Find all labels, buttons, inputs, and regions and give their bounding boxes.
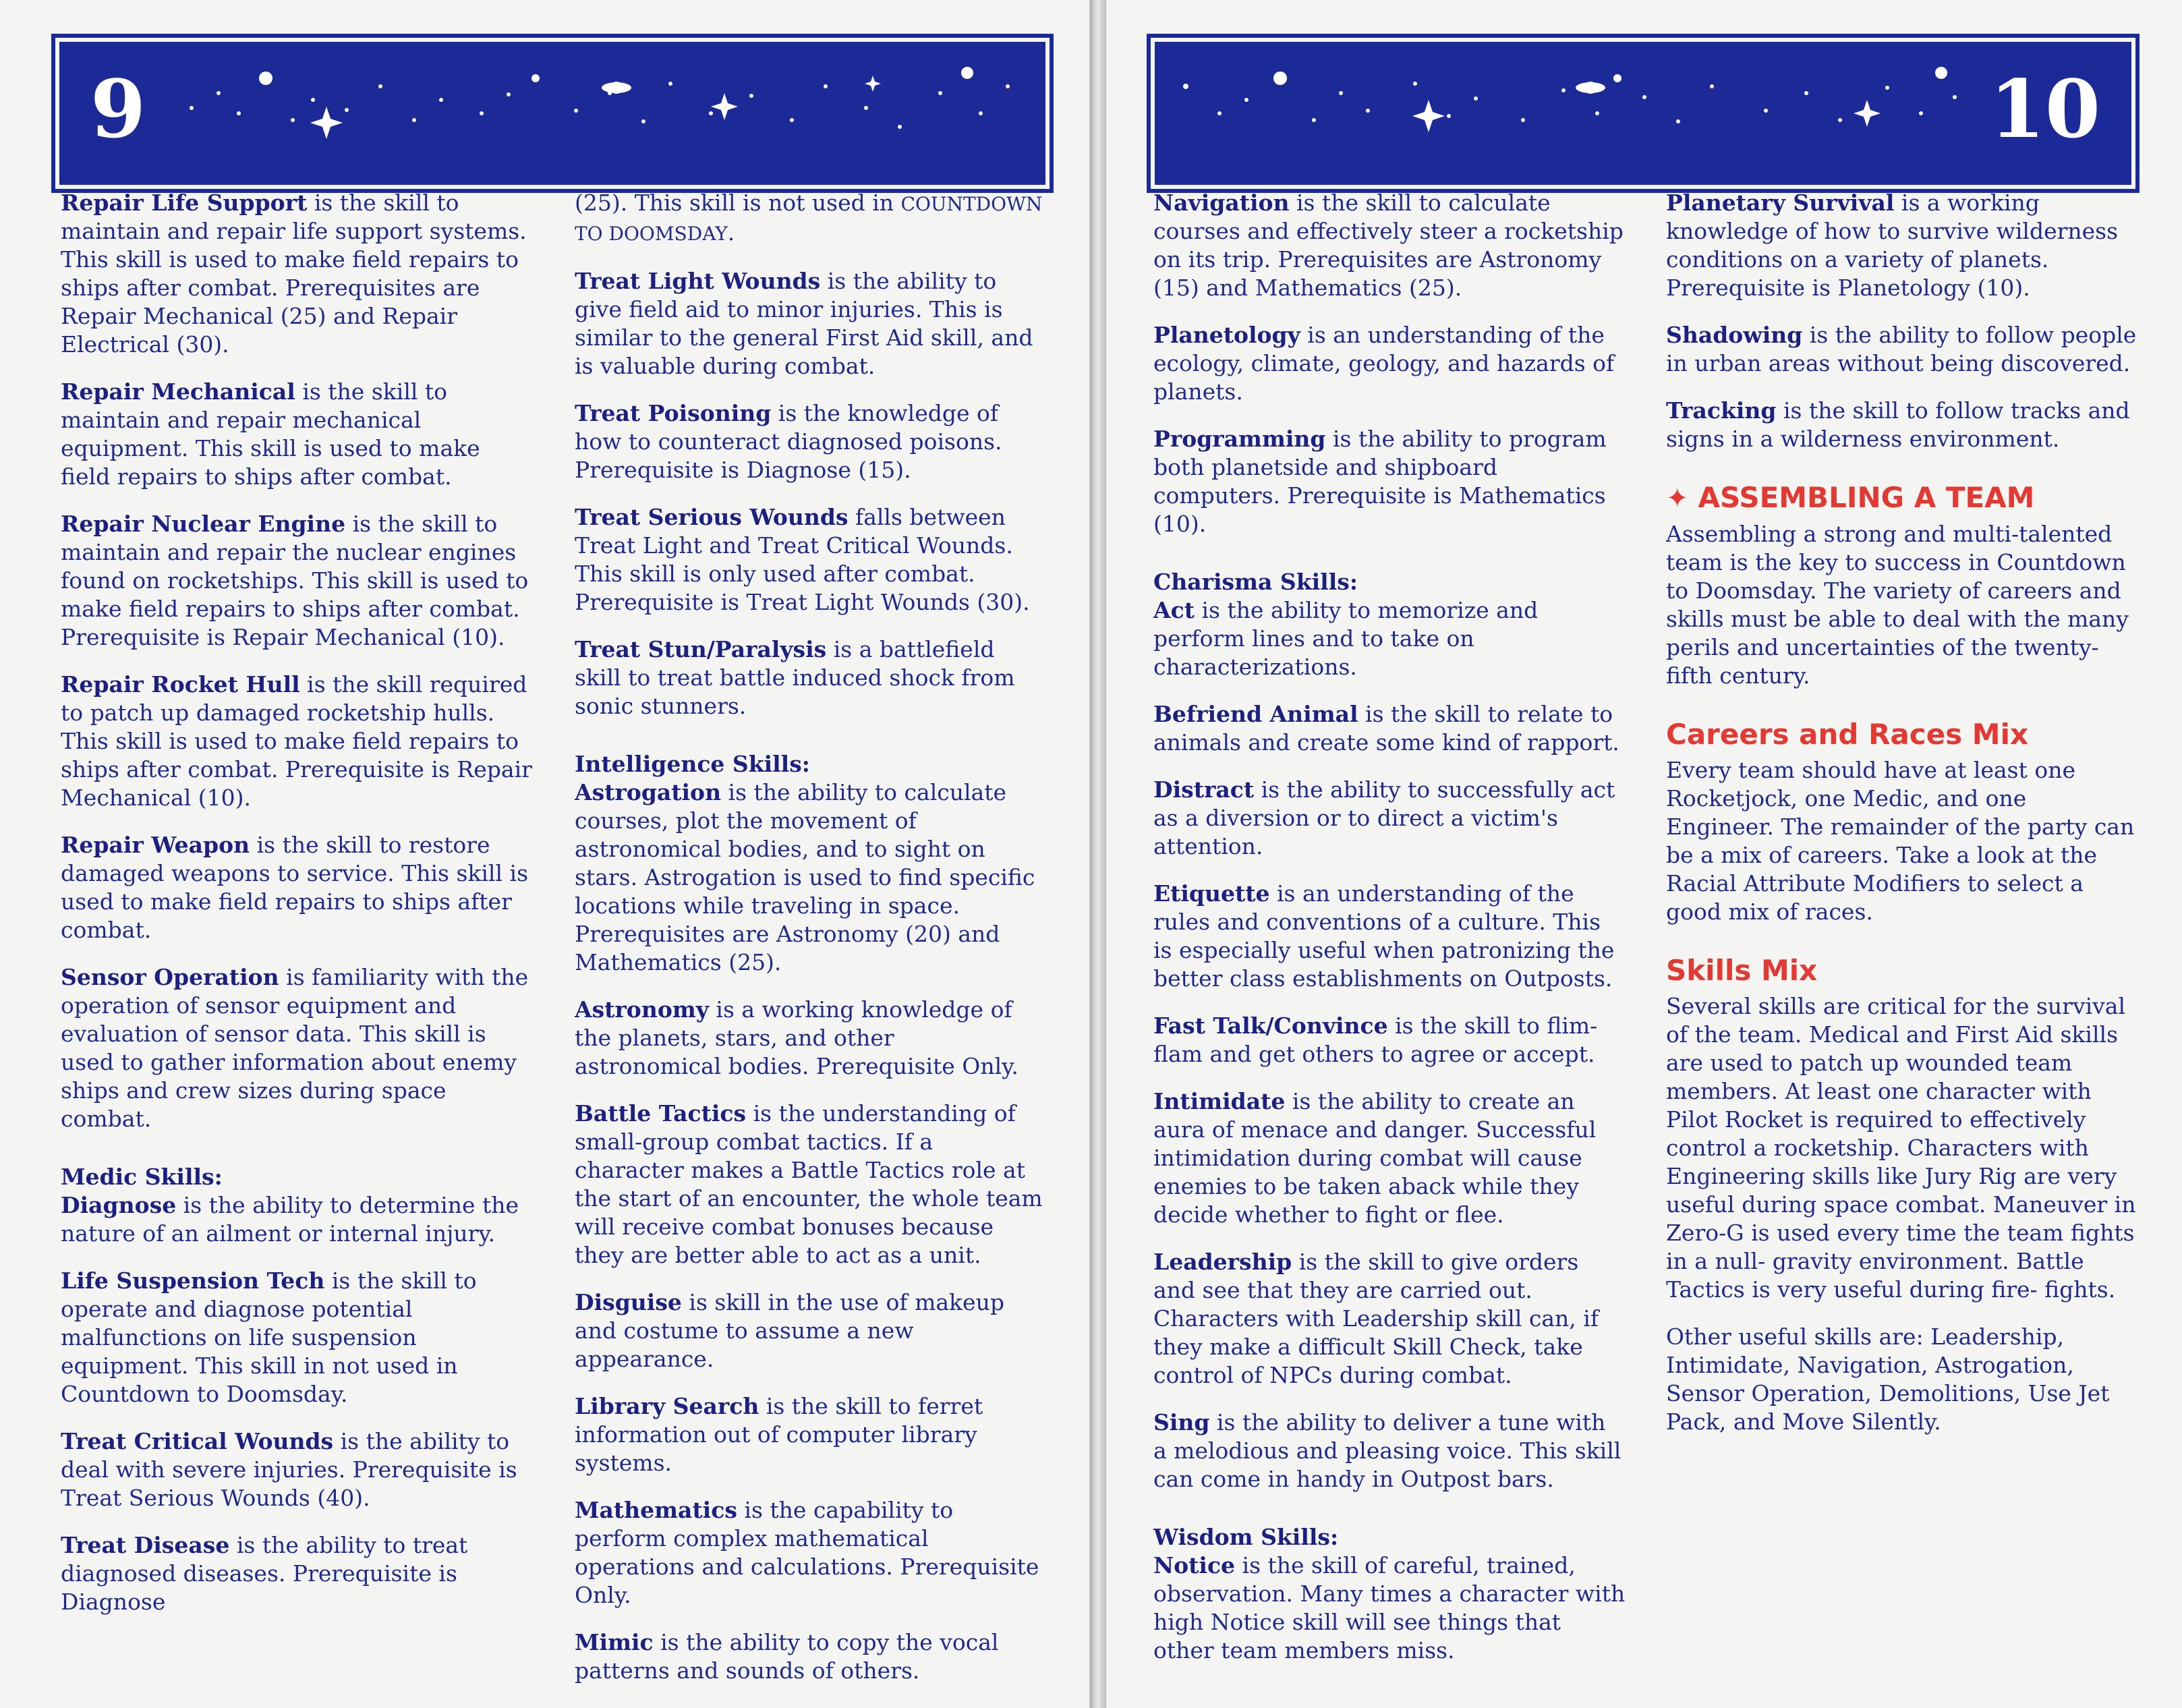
- skill-entry: [1153, 321, 1626, 406]
- skill-entry: [1153, 700, 1626, 757]
- medic-skills-list: [61, 1191, 533, 1616]
- skill-term: Planetary Survival: [1666, 190, 1895, 216]
- skill-description: is the ability to program both planetside and shipboard computers. Prerequisite is Mathematics (10).: [1153, 426, 1607, 537]
- charisma-skills-heading: Charisma Skills:: [1153, 569, 1358, 595]
- skill-description: is the skill to maintain and repair the nuclear engines found on rocketships. This skill is used to make field repairs to ships after combat. Prerequisite is Repair Mechanical (10).: [61, 511, 529, 650]
- wisdom-skills-list: [1153, 1552, 1626, 1665]
- page-number: 10: [1989, 62, 2100, 156]
- red-star-icon: ✦: [1666, 483, 1698, 514]
- medic-skills-heading: Medic Skills:: [61, 1164, 223, 1190]
- skill-description: is the skill to follow tracks and signs in a wilderness environment.: [1666, 397, 2130, 452]
- skill-description: is the ability to deliver a tune with a melodious and pleasing voice. This skill can come in handy in Outpost bars.: [1153, 1409, 1621, 1492]
- charisma-skills-list: [1153, 596, 1626, 1493]
- skill-entry: [575, 1100, 1047, 1270]
- skill-entry: [61, 671, 533, 812]
- column-4: [1666, 189, 2138, 1455]
- skill-term: Befriend Animal: [1153, 701, 1358, 727]
- continued-text: [575, 189, 1047, 248]
- skill-description: is the capability to perform complex mathematical operations and calculations. Prerequisite Only.: [575, 1497, 1039, 1608]
- skill-term: Sing: [1153, 1409, 1210, 1435]
- skill-entry: [575, 1496, 1047, 1610]
- careers-races-heading: Careers and Races Mix: [1666, 718, 2029, 751]
- skill-description: is the skill to calculate courses and effectively steer a rocketship on its trip. Prerequisites are Astronomy (15) and Mathematics (25).: [1153, 190, 1624, 301]
- skill-entry: [61, 1427, 533, 1512]
- skill-description: is the ability to create an aura of menace and danger. Successful intimidation during combat will cause enemies to be taken aback while they decide whether to fight or flee.: [1153, 1088, 1597, 1228]
- skill-term: Mimic: [575, 1629, 654, 1655]
- skill-term: Repair Rocket Hull: [61, 671, 300, 698]
- skill-term: Notice: [1153, 1552, 1236, 1578]
- assembling-team-text: Assembling a strong and multi-talented team is the key to success in Countdown to Doomsday. The variety of careers and skills must be able to deal with the many perils and uncertainties of the twenty-fifth century.: [1666, 521, 2129, 689]
- skill-term: Treat Light Wounds: [575, 268, 821, 294]
- star-field-decoration: [1159, 46, 2127, 181]
- skill-entry: [1153, 425, 1626, 538]
- skill-entry: [1153, 596, 1626, 681]
- skill-entry: [1666, 189, 2138, 302]
- wisdom-skills-heading: Wisdom Skills:: [1153, 1524, 1339, 1550]
- skill-entry: [1153, 776, 1626, 861]
- skill-description: is a working knowledge of how to survive wilderness conditions on a variety of planets. Prerequisite is Planetology (10).: [1666, 190, 2119, 301]
- skill-term: Repair Nuclear Engine: [61, 511, 346, 537]
- skill-description: is the skill to ferret information out of computer library systems.: [575, 1393, 983, 1476]
- skill-term: Intimidate: [1153, 1088, 1286, 1114]
- skill-term: Leadership: [1153, 1249, 1292, 1275]
- skill-description: is an understanding of the rules and conventions of a culture. This is especially useful when patronizing the better class establishments on Outposts.: [1153, 880, 1615, 992]
- skill-description: is the understanding of small-group combat tactics. If a character makes a Battle Tactics role at the start of an encounter, the whole team will receive combat bonuses because they are better able to act as a unit.: [575, 1100, 1043, 1268]
- skill-description: is the skill to operate and diagnose potential malfunctions on life suspension equipment. This skill in not used in Countdown to Doomsday.: [61, 1268, 477, 1407]
- skill-term: Navigation: [1153, 190, 1290, 216]
- other-skills-text: Other useful skills are: Leadership, Intimidate, Navigation, Astrogation, Sensor Operation, Demolitions, Use Jet Pack, and Move Silently.: [1666, 1323, 2110, 1435]
- skill-term: Battle Tactics: [575, 1100, 747, 1127]
- skill-description: is the ability to give field aid to minor injuries. This is similar to the general First Aid skill, and is valuable during combat.: [575, 268, 1033, 379]
- skill-term: Astrogation: [575, 779, 722, 805]
- skill-entry: [575, 1392, 1047, 1477]
- skill-term: Tracking: [1666, 397, 1777, 424]
- skill-description: is the skill to relate to animals and create some kind of rapport.: [1153, 701, 1619, 756]
- assembling-team-heading: [1666, 480, 2138, 516]
- skill-description: is the ability to copy the vocal patterns and sounds of others.: [575, 1629, 999, 1684]
- skill-entry: [61, 510, 533, 652]
- skill-entry: [61, 831, 533, 944]
- skill-entry: [575, 1628, 1047, 1685]
- skills-mix-heading: Skills Mix: [1666, 954, 1818, 987]
- skill-entry: [1666, 397, 2138, 453]
- star-field-decoration: [63, 46, 1041, 181]
- skill-entry: [1153, 189, 1626, 302]
- intelligence-skills-list: [575, 778, 1047, 1685]
- assembling-team-heading-text: ASSEMBLING A TEAM: [1698, 481, 2035, 514]
- skill-term: Act: [1153, 597, 1195, 623]
- skill-term: Fast Talk/Convince: [1153, 1013, 1388, 1039]
- skill-description: is the skill to flim-flam and get others to agree or accept.: [1153, 1013, 1598, 1067]
- skill-description: is the skill required to patch up damaged rocketship hulls. This skill is used to make field repairs to ships after combat. Prerequisite is Repair Mechanical (10).: [61, 671, 532, 811]
- skill-term: Diagnose: [61, 1192, 177, 1218]
- repair-skills-list: [61, 189, 533, 1133]
- skill-description: is the ability to determine the nature of an ailment or internal injury.: [61, 1192, 519, 1247]
- skill-term: Treat Serious Wounds: [575, 504, 849, 530]
- skill-term: Distract: [1153, 776, 1255, 803]
- continued-text-end: .: [727, 219, 735, 246]
- skill-description: is an understanding of the ecology, climate, geology, and hazards of planets.: [1153, 322, 1615, 405]
- skill-term: Treat Stun/Paralysis: [575, 636, 827, 662]
- skill-entry: [61, 1191, 533, 1248]
- skill-description: is a working knowledge of the planets, stars, and other astronomical bodies. Prerequisite Only.: [575, 996, 1018, 1079]
- skill-entry: [575, 778, 1047, 977]
- skill-term: Shadowing: [1666, 322, 1803, 348]
- skill-term: Treat Disease: [61, 1532, 230, 1558]
- skill-term: Disguise: [575, 1289, 682, 1315]
- skill-description: is the skill to maintain and repair life support systems. This skill is used to make field repairs to ships after combat. Prerequisites are Repair Mechanical (25) and Repair Electrical (30).: [61, 190, 527, 358]
- skill-entry: [1153, 1408, 1626, 1493]
- skill-entry: [1153, 1552, 1626, 1665]
- skill-description: falls between Treat Light and Treat Critical Wounds. This skill is only used after combat. Prerequisite is Treat Light Wounds (30).: [575, 504, 1030, 615]
- skill-entry: [575, 399, 1047, 484]
- skill-description: is the ability to deal with severe injuries. Prerequisite is Treat Serious Wounds (40).: [61, 1428, 517, 1511]
- skill-description: is a battlefield skill to treat battle induced shock from sonic stunners.: [575, 636, 1015, 719]
- skill-entry: [575, 1288, 1047, 1373]
- continued-text-part: (25). This skill is not used in: [575, 190, 901, 216]
- skill-description: is the skill to restore damaged weapons to service. This skill is used to make field repairs to ships after combat.: [61, 832, 529, 943]
- game-title-smallcaps: COUNTDOWN TO DOOMSDAY: [575, 193, 1043, 245]
- skill-entry: [61, 378, 533, 491]
- skill-term: Programming: [1153, 426, 1326, 452]
- skill-entry: [575, 996, 1047, 1081]
- skill-entry: [61, 963, 533, 1133]
- skill-description: is the ability to successfully act as a diversion or to direct a victim's attention.: [1153, 776, 1615, 859]
- skill-description: is skill in the use of makeup and costume to assume a new appearance.: [575, 1289, 1004, 1372]
- navigation-skills-list: [1153, 189, 1626, 538]
- skill-term: Library Search: [575, 1393, 759, 1419]
- skill-entry: [61, 189, 533, 359]
- page-number: 9: [90, 62, 146, 156]
- skill-term: Life Suspension Tech: [61, 1268, 325, 1294]
- column-2: [575, 189, 1047, 1704]
- skill-term: Sensor Operation: [61, 964, 279, 990]
- skill-description: is the skill of careful, trained, observation. Many times a character with high Notice skill will see things that other team members miss.: [1153, 1552, 1626, 1663]
- skills-mix-text: Several skills are critical for the survival of the team. Medical and First Aid skills are used to patch up wounded team members. At least one character with Pilot Rocket is required to effectively control a rocketship. Characters with Engineering skills like Jury Rig are very useful during space combat. Maneuver in Zero-G is used every time the team fights in a null- gravity environment. Battle Tactics is very useful during fire- fights.: [1666, 993, 2136, 1303]
- skill-term: Treat Poisoning: [575, 400, 772, 426]
- page-banner-right: [1155, 42, 2131, 185]
- skill-entry: [61, 1531, 533, 1616]
- skill-entry: [1153, 1248, 1626, 1390]
- column-1: [61, 189, 533, 1635]
- column-3: [1153, 189, 1626, 1684]
- skill-description: is familiarity with the operation of sensor equipment and evaluation of sensor data. This skill is used to gather information about enemy ships and crew sizes during space combat.: [61, 964, 529, 1132]
- skill-term: Mathematics: [575, 1497, 737, 1523]
- skill-description: is the ability to memorize and perform lines and to take on characterizations.: [1153, 597, 1539, 680]
- skill-term: Repair Life Support: [61, 190, 308, 216]
- intelligence-skills-heading: Intelligence Skills:: [575, 751, 810, 777]
- skill-entry: [1153, 1087, 1626, 1229]
- skill-term: Astronomy: [575, 996, 709, 1023]
- skill-term: Treat Critical Wounds: [61, 1428, 334, 1454]
- skill-entry: [575, 635, 1047, 720]
- skill-description: is the knowledge of how to counteract diagnosed poisons. Prerequisite is Diagnose (15).: [575, 400, 1002, 483]
- skill-term: Repair Weapon: [61, 832, 250, 858]
- skill-entry: [61, 1267, 533, 1408]
- skill-description: is the skill to give orders and see that they are carried out. Characters with Leadership skill can, if they make a difficult Skill Check, take control of NPCs during combat.: [1153, 1249, 1599, 1388]
- treatment-skills-list: [575, 267, 1047, 720]
- skill-description: is the skill to maintain and repair mechanical equipment. This skill is used to make field repairs to ships after combat.: [61, 378, 480, 490]
- careers-races-text: Every team should have at least one Rocketjock, one Medic, and one Engineer. The remainder of the party can be a mix of careers. Take a look at the Racial Attribute Modifiers to select a good mix of races.: [1666, 757, 2135, 925]
- skill-description: is the ability to follow people in urban areas without being discovered.: [1666, 322, 2137, 376]
- skill-entry: [1666, 321, 2138, 378]
- page-banner-left: [59, 42, 1045, 185]
- skill-entry: [1153, 880, 1626, 993]
- skill-entry: [575, 267, 1047, 380]
- skill-entry: [575, 503, 1047, 617]
- skill-description: is the ability to calculate courses, plot the movement of astronomical bodies, and to sight on stars. Astrogation is used to find specific locations while traveling in space. Prerequisites are Astronomy (20) and Mathematics (25).: [575, 779, 1035, 975]
- skill-description: is the ability to treat diagnosed diseases. Prerequisite is Diagnose: [61, 1532, 468, 1615]
- skill-term: Etiquette: [1153, 880, 1270, 907]
- book-gutter: [1093, 0, 1106, 1708]
- skill-term: Planetology: [1153, 322, 1300, 348]
- skill-term: Repair Mechanical: [61, 378, 295, 405]
- skill-entry: [1153, 1012, 1626, 1069]
- survival-skills-list: [1666, 189, 2138, 453]
